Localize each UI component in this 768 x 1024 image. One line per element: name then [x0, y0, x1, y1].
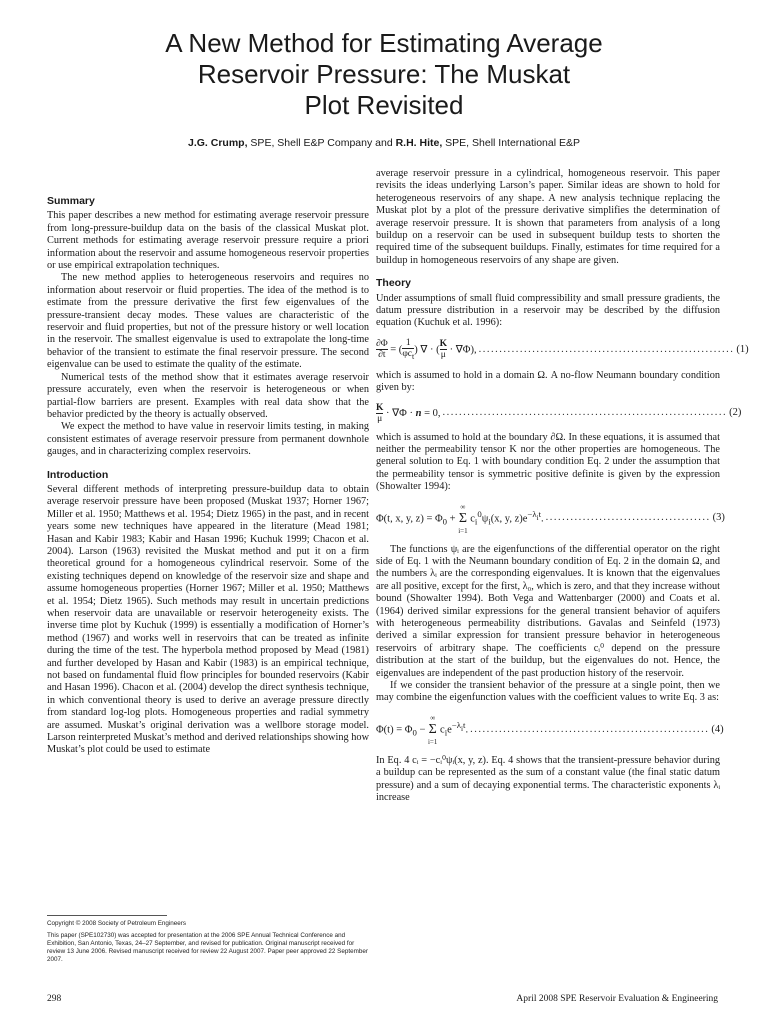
summary-paragraph-2: The new method applies to heterogeneous reservoirs and requires no information about reservoir or fluid properties. The idea of the method is to estimate from the pressure derivative the first few eigenvalues of the pressure-transient decay modes. These values are characteristic of the reservoir and fluid properties, but not of the pressure history or well location in the reservoir. The smallest eigenvalue is used to extrapolate the long-time behavior of the transient to estimate the final reservoir pressure. The second eigenvalue can be used to estimate the quality of the estimate.: [47, 272, 369, 371]
equation-3-leader: ........................................: [545, 512, 711, 524]
introduction-heading: Introduction: [47, 468, 109, 481]
author-affiliation-1: SPE, Shell E&P Company and: [247, 137, 396, 149]
paper-title: [0, 28, 768, 121]
equation-1-number: (1): [736, 343, 749, 355]
summary-heading: Summary: [47, 195, 95, 207]
equation-2-formula: $\frac{K}{\mu}$ · ∇Φ · n = 0,: [376, 402, 441, 424]
equation-2-leader: .....................................................................: [442, 406, 728, 418]
summary-paragraph-4: We expect the method to have value in reservoir limits testing, in making consistent estimates of average reservoir pressure from permanent downhole gauges, and in characterizing complex reservoirs.: [47, 421, 369, 458]
author-name-2: R.H. Hite,: [395, 137, 443, 149]
summary-paragraph-1: This paper describes a new method for estimating average reservoir pressure from long-pressure-buildup data on the basis of the classical Muskat plot. Current methods for estimating average reservoir pressure require a priori information about the reservoir and assume homogeneous reservoir properties or use empirical extrapolation techniques.: [47, 210, 369, 272]
equation-4-leader: ..........................................................: [470, 723, 710, 735]
theory-paragraph-4: The functions ψᵢ are the eigenfunctions of the differential operator on the right side of Eq. 1 with the Neumann boundary condition of Eq. 2 in the domain Ω, and the numbers λᵢ are the corresponding eigenvalues. It is known that the eigenvalues are all positive, except for the first, λ₀, which is zero, and that they increase without bound (Showalter 1994). Both Vega and Wattenbarger (2000) and Coats et al. (1964) derived similar expressions for the general transient behavior of aquifers with heterogeneous permeability distributions. Gavalas and Seinfeld (1973) derived a similar expression for transient pressure behavior in heterogeneous reservoirs of arbitrary shape. The coefficients cᵢ⁰ depend on the pressure distribution at the start of the buildup, but the eigenvalues do not. Hence, the eigenvalues are independent of the past production history of the reservoir.: [376, 543, 720, 679]
title-line-3: Plot Revisited: [304, 90, 464, 120]
right-column: [376, 168, 749, 805]
equation-4-number: (4): [711, 723, 724, 735]
footnote: [47, 915, 369, 968]
introduction-paragraph-1: Several different methods of interpreting pressure-buildup data to obtain average reservoir pressure have been proposed (Muskat 1937; Horner 1967; Miller et al. 1950; Matthews et al. 1954; Dietz 1965) in the past, and in recent years some new techniques have appeared in the literature (Mead 1981; Hasan and Kabir 1983; Kabir and Hasan 1996; Kuchuk 1999; Chacon et al. 2004). Larson (1963) revisited the Muskat method and put it on a firm theoretical ground for a homogeneous cylindrical reservoir. Some of the existing techniques depend on knowledge of the reservoir size and shape and assume homogeneous properties (Horner 1967; Miller et al. 1950; Matthews et al. 1954; Dietz 1965). Such methods may result in uncertain predictions when reservoir data are unavailable or reservoir heterogeneity exists. The inverse time plot by Kuchuk (1999) is essentially a modification of Horner’s method (1967) and works well in reservoirs that can be treated as infinite during the time of the test. The hyperbola method proposed by Mead (1981) and further developed by Hasan and Kabir (1983) is an empirical technique, not based on fundamental fluid flow principles for bounded reservoirs (Kabir and Hasan 1996). Chacon et al. (2004) develop the direct synthesis technique, in which conventional theory is used to derive an average pressure directly from standard log-log plots. Homogeneous properties and radial symmetry are assumed. Muskat’s original derivation was a wellbore storage model. Larson reinterpreted Muskat’s method and derived relationships showing how Muskat’s plot could be used to estimate: [47, 483, 369, 756]
equation-3-formula: Φ(t, x, y, $z) = \Phi_0$ + ∞ Σ i=1 $c_i^0\psi_i(x$, y, $z)e^{-\lambda_it}$.: [376, 502, 544, 535]
summary-paragraph-3: Numerical tests of the method show that it estimates average reservoir pressure accurately, even when the reservoir is heterogeneous or when partial-flow barriers are present. Examples with real data show that the behavior predicted by the theory is actually observed.: [47, 371, 369, 420]
theory-paragraph-5: If we consider the transient behavior of the pressure at a single point, then we may combine the eigenfunction values with the coefficient values to write Eq. 3 as:: [376, 680, 720, 704]
theory-paragraph-6: In Eq. 4 cᵢ = −cᵢ⁰ψᵢ(x, y, z). Eq. 4 shows that the transient-pressure behavior during a buildup can be represented as the sum of a constant value (the final static datum pressure) and a sum of decaying exponential terms. The characteristic exponents λᵢ increase: [376, 754, 720, 804]
right-paragraph-0: average reservoir pressure in a cylindrical, homogeneous reservoir. This paper revisits the ideas underlying Larson’s paper. Similar ideas are shown to hold for heterogeneous reservoirs of any shape. A new analysis technique replacing the Muskat plot by a plot of the pressure derivative simplifies the determination of average reservoir pressure. It is shown that parameters from analysis of a long buildup on a reservoir can be used in subsequent buildup tests to shorten the required time of the subsequent buildups. Finally, estimates for time required for a buildup in homogeneous reservoirs of any shape are given.: [376, 168, 720, 266]
equation-4: [376, 713, 724, 747]
equation-2-number: (2): [729, 406, 742, 418]
theory-paragraph-3: which is assumed to hold at the boundary ∂Ω. In these equations, it is assumed that neither the permeability tensor K nor the other properties are homogeneous. The general solution to Eq. 1 with boundary condition Eq. 2 under the assumption that the permeability tensor is symmetric positive definite is given by the expression (Showalter 1994):: [376, 431, 720, 493]
theory-heading: Theory: [376, 277, 412, 290]
manuscript-note: This paper (SPE102730) was accepted for presentation at the 2006 SPE Annual Technical Conference and Exhibition, San Antonio, Texas, 24–27 September, and revised for publication. Original manuscript received for review 13 June 2006. Revised manuscript received for review 22 August 2007. Paper peer approved 22 September 2007.: [47, 932, 368, 963]
title-line-2: Reservoir Pressure: The Muskat: [197, 59, 571, 89]
author-name-1: J.G. Crump,: [188, 137, 248, 149]
author-affiliation-2: SPE, Shell International E&P: [442, 137, 580, 149]
copyright-notice: Copyright © 2008 Society of Petroleum Engineers: [47, 920, 187, 927]
page-number: 298: [47, 994, 62, 1004]
journal-footer: April 2008 SPE Reservoir Evaluation & Engineering: [516, 994, 718, 1004]
equation-1: [376, 337, 749, 362]
left-column: [47, 195, 369, 757]
equation-1-leader: ..............................................................: [478, 343, 735, 355]
title-line-1: A New Method for Estimating Average: [165, 28, 603, 58]
footnote-rule: [47, 915, 167, 916]
equation-1-formula: $\frac{\partial\Phi}{\partial t}$ = ( $\frac{1}{\varphi c_t}$ ) ∇ · ( $\frac{K}{\mu}$ · ∇Φ),: [376, 337, 477, 361]
equation-2: [376, 402, 742, 424]
theory-paragraph-1: Under assumptions of small fluid compressibility and small pressure gradients, the datum pressure distribution in a reservoir may be described by the diffusion equation (Kuchuk et al. 1996):: [376, 292, 720, 329]
author-line: [0, 137, 768, 149]
equation-3: [376, 502, 725, 536]
equation-4-formula: $\Phi(t) = \Phi_0$ − ∞ Σ i=1 $c_ie^{-\lambda_it}$.: [376, 713, 469, 746]
equation-3-number: (3): [712, 512, 725, 524]
theory-paragraph-2: which is assumed to hold in a domain Ω. A no-flow Neumann boundary condition given by:: [376, 369, 720, 394]
